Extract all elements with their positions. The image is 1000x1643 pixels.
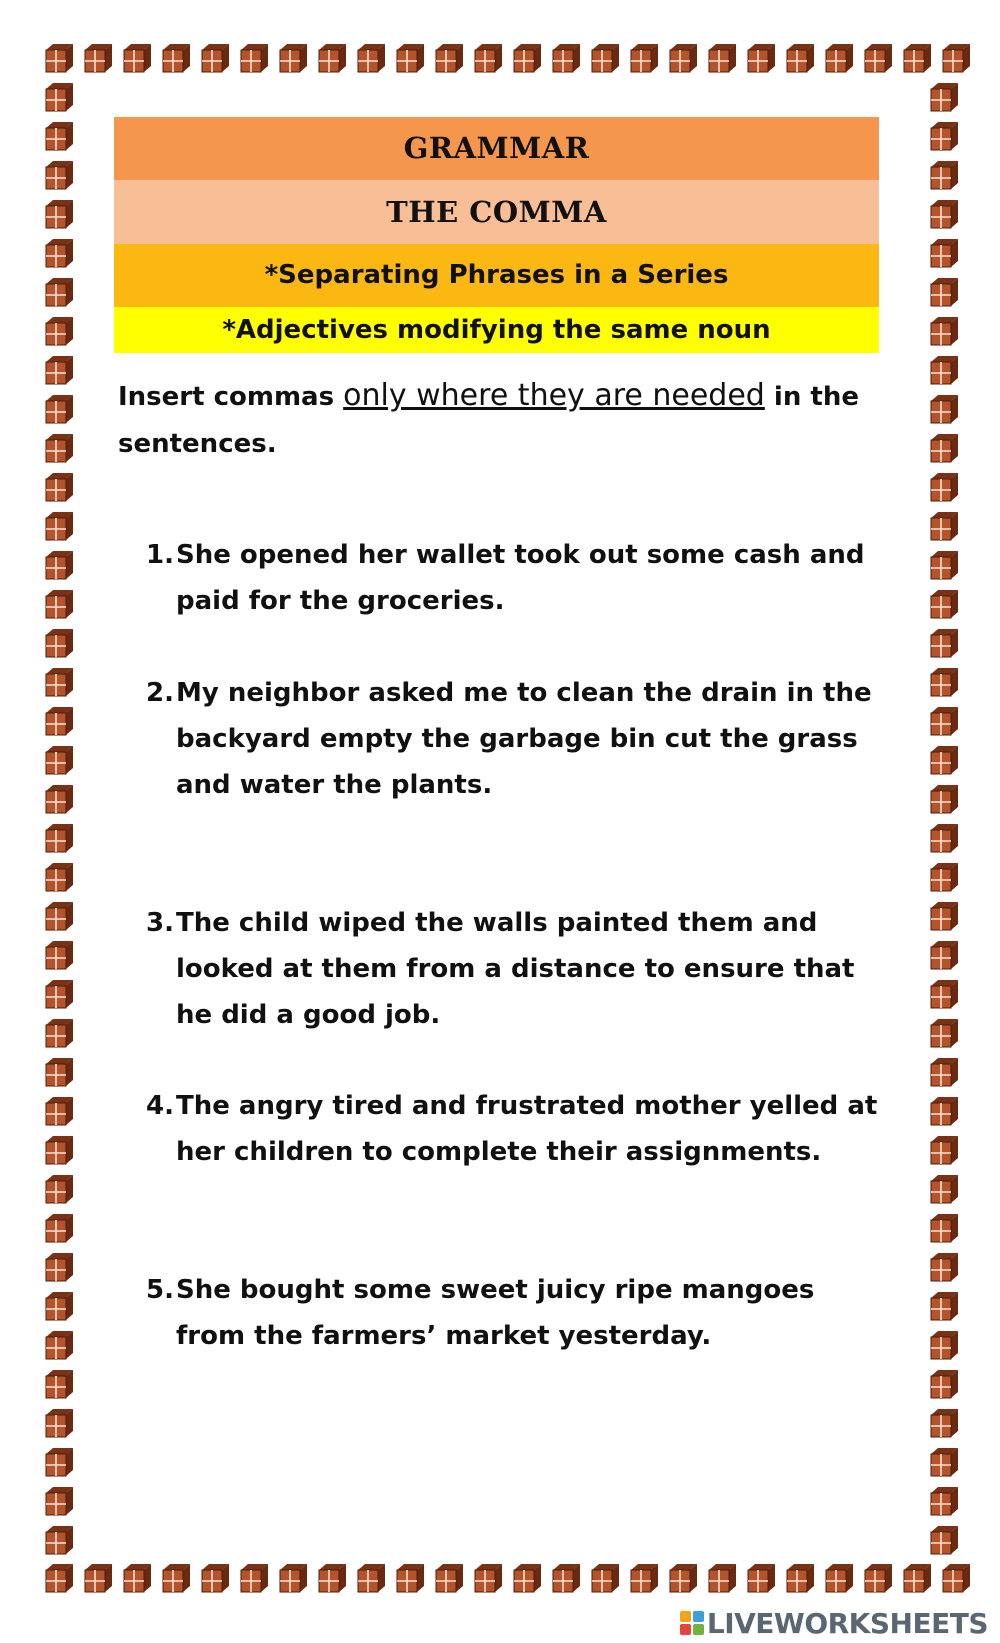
brick-icon: [928, 900, 960, 932]
brick-icon: [928, 705, 960, 737]
liveworksheets-logo[interactable]: [679, 1605, 988, 1641]
brick-icon: [43, 1056, 75, 1088]
brick-icon: [43, 666, 75, 698]
brick-icon: [43, 1290, 75, 1322]
brick-icon: [862, 42, 894, 74]
question-text: My neighbor asked me to clean the drain in the backyard empty the garbage bin cut the grass and water the plants.: [176, 678, 872, 800]
question-4: [146, 1083, 886, 1175]
brick-icon: [745, 1562, 777, 1594]
brick-icon: [928, 393, 960, 425]
brick-icon: [928, 1251, 960, 1283]
brick-icon: [928, 1017, 960, 1049]
question-number: 2.: [146, 678, 174, 708]
brick-icon: [43, 510, 75, 542]
brick-icon: [43, 1368, 75, 1400]
brick-icon: [928, 1329, 960, 1361]
brick-icon: [43, 1212, 75, 1244]
brick-icon: [43, 861, 75, 893]
brick-icon: [928, 471, 960, 503]
brick-icon: [43, 1485, 75, 1517]
brick-icon: [940, 42, 972, 74]
brick-icon: [928, 1290, 960, 1322]
brick-icon: [43, 705, 75, 737]
brick-icon: [928, 861, 960, 893]
topic-2: *Adjectives modifying the same noun: [222, 315, 771, 345]
brick-icon: [43, 783, 75, 815]
brick-icon: [928, 198, 960, 230]
brick-icon: [928, 354, 960, 386]
brick-icon: [43, 1446, 75, 1478]
brick-icon: [43, 939, 75, 971]
brick-icon: [928, 432, 960, 464]
brick-icon: [745, 42, 777, 74]
question-text: She bought some sweet juicy ripe mangoes from the farmers’ market yesterday.: [176, 1275, 815, 1351]
brick-icon: [628, 1562, 660, 1594]
brick-icon: [472, 1562, 504, 1594]
brick-icon: [928, 1212, 960, 1244]
question-5: [146, 1267, 886, 1359]
brick-icon: [394, 42, 426, 74]
brick-icon: [43, 1524, 75, 1556]
question-2: [146, 670, 886, 808]
topic-band-2: [114, 307, 879, 353]
liveworksheets-brand: LIVEWORKSHEETS: [706, 1606, 988, 1640]
brick-icon: [928, 276, 960, 308]
brick-icon: [316, 1562, 348, 1594]
brick-icon: [121, 42, 153, 74]
brick-icon: [316, 42, 348, 74]
question-1: [146, 532, 886, 624]
brick-icon: [43, 471, 75, 503]
brick-icon: [940, 1562, 972, 1594]
brick-icon: [928, 1095, 960, 1127]
brick-icon: [928, 1368, 960, 1400]
brick-icon: [472, 42, 504, 74]
brick-icon: [43, 822, 75, 854]
brick-icon: [43, 159, 75, 191]
question-text: She opened her wallet took out some cash and paid for the groceries.: [176, 540, 865, 616]
brick-icon: [706, 42, 738, 74]
brick-icon: [43, 1095, 75, 1127]
brick-icon: [121, 1562, 153, 1594]
brick-icon: [43, 1329, 75, 1361]
brick-icon: [667, 1562, 699, 1594]
brick-icon: [784, 1562, 816, 1594]
question-text: The angry tired and frustrated mother yelled at her children to complete their assignments.: [176, 1091, 878, 1167]
brick-icon: [511, 1562, 543, 1594]
brick-icon: [43, 393, 75, 425]
brick-icon: [43, 276, 75, 308]
brick-icon: [928, 237, 960, 269]
brick-icon: [928, 1056, 960, 1088]
brick-icon: [928, 315, 960, 347]
brick-icon: [160, 1562, 192, 1594]
brick-icon: [928, 744, 960, 776]
instructions-emphasis: only where they are needed: [343, 378, 765, 413]
brick-icon: [238, 1562, 270, 1594]
brick-icon: [784, 42, 816, 74]
instructions-after: in the sentences.: [118, 382, 859, 459]
brick-icon: [928, 627, 960, 659]
brick-icon: [43, 549, 75, 581]
brick-icon: [928, 1524, 960, 1556]
brick-icon: [238, 42, 270, 74]
brick-icon: [199, 1562, 231, 1594]
brick-icon: [862, 1562, 894, 1594]
question-text: The child wiped the walls painted them and looked at them from a distance to ensure that he did a good job.: [176, 908, 855, 1030]
brick-icon: [394, 1562, 426, 1594]
brick-icon: [433, 42, 465, 74]
brick-icon: [43, 588, 75, 620]
brick-icon: [928, 978, 960, 1010]
brick-icon: [928, 666, 960, 698]
brick-icon: [43, 354, 75, 386]
subtitle-band: [114, 180, 879, 244]
brick-icon: [433, 1562, 465, 1594]
brick-icon: [355, 42, 387, 74]
question-number: 4.: [146, 1091, 174, 1121]
brick-icon: [928, 1446, 960, 1478]
brick-icon: [43, 237, 75, 269]
brick-icon: [589, 42, 621, 74]
brick-icon: [928, 939, 960, 971]
brick-icon: [43, 81, 75, 113]
brick-icon: [928, 1485, 960, 1517]
brick-icon: [928, 822, 960, 854]
brick-icon: [823, 1562, 855, 1594]
brick-icon: [43, 1017, 75, 1049]
brick-icon: [511, 42, 543, 74]
brick-icon: [355, 1562, 387, 1594]
brick-icon: [928, 510, 960, 542]
brick-icon: [43, 120, 75, 152]
brick-icon: [277, 1562, 309, 1594]
worksheet-subtitle: THE COMMA: [386, 195, 607, 229]
topic-band-1: [114, 244, 879, 307]
brick-icon: [901, 1562, 933, 1594]
brick-icon: [43, 315, 75, 347]
brick-icon: [82, 42, 114, 74]
brick-icon: [550, 42, 582, 74]
title-band: [114, 117, 879, 180]
brick-icon: [43, 42, 75, 74]
brick-icon: [667, 42, 699, 74]
brick-icon: [928, 1407, 960, 1439]
topic-1: *Separating Phrases in a Series: [264, 260, 729, 290]
question-number: 5.: [146, 1275, 174, 1305]
brick-icon: [928, 159, 960, 191]
brick-icon: [901, 42, 933, 74]
brick-icon: [43, 1562, 75, 1594]
worksheet-title: GRAMMAR: [403, 131, 590, 165]
brick-icon: [43, 1134, 75, 1166]
brick-icon: [199, 42, 231, 74]
question-number: 1.: [146, 540, 174, 570]
brick-icon: [928, 81, 960, 113]
question-3: [146, 900, 886, 1038]
brick-icon: [928, 1134, 960, 1166]
brick-icon: [928, 1173, 960, 1205]
brick-icon: [928, 549, 960, 581]
brick-icon: [823, 42, 855, 74]
brick-icon: [928, 588, 960, 620]
brick-icon: [43, 1173, 75, 1205]
brick-icon: [43, 1251, 75, 1283]
liveworksheets-logo-icon: [679, 1610, 705, 1636]
brick-icon: [928, 120, 960, 152]
brick-icon: [628, 42, 660, 74]
question-number: 3.: [146, 908, 174, 938]
brick-icon: [43, 627, 75, 659]
instructions: [118, 372, 878, 468]
brick-icon: [706, 1562, 738, 1594]
brick-icon: [928, 783, 960, 815]
brick-icon: [43, 432, 75, 464]
brick-icon: [43, 1407, 75, 1439]
brick-icon: [82, 1562, 114, 1594]
brick-icon: [160, 42, 192, 74]
brick-icon: [277, 42, 309, 74]
brick-icon: [43, 900, 75, 932]
brick-icon: [43, 198, 75, 230]
brick-icon: [589, 1562, 621, 1594]
brick-icon: [550, 1562, 582, 1594]
instructions-before: Insert commas: [118, 382, 344, 412]
brick-icon: [43, 978, 75, 1010]
brick-icon: [43, 744, 75, 776]
